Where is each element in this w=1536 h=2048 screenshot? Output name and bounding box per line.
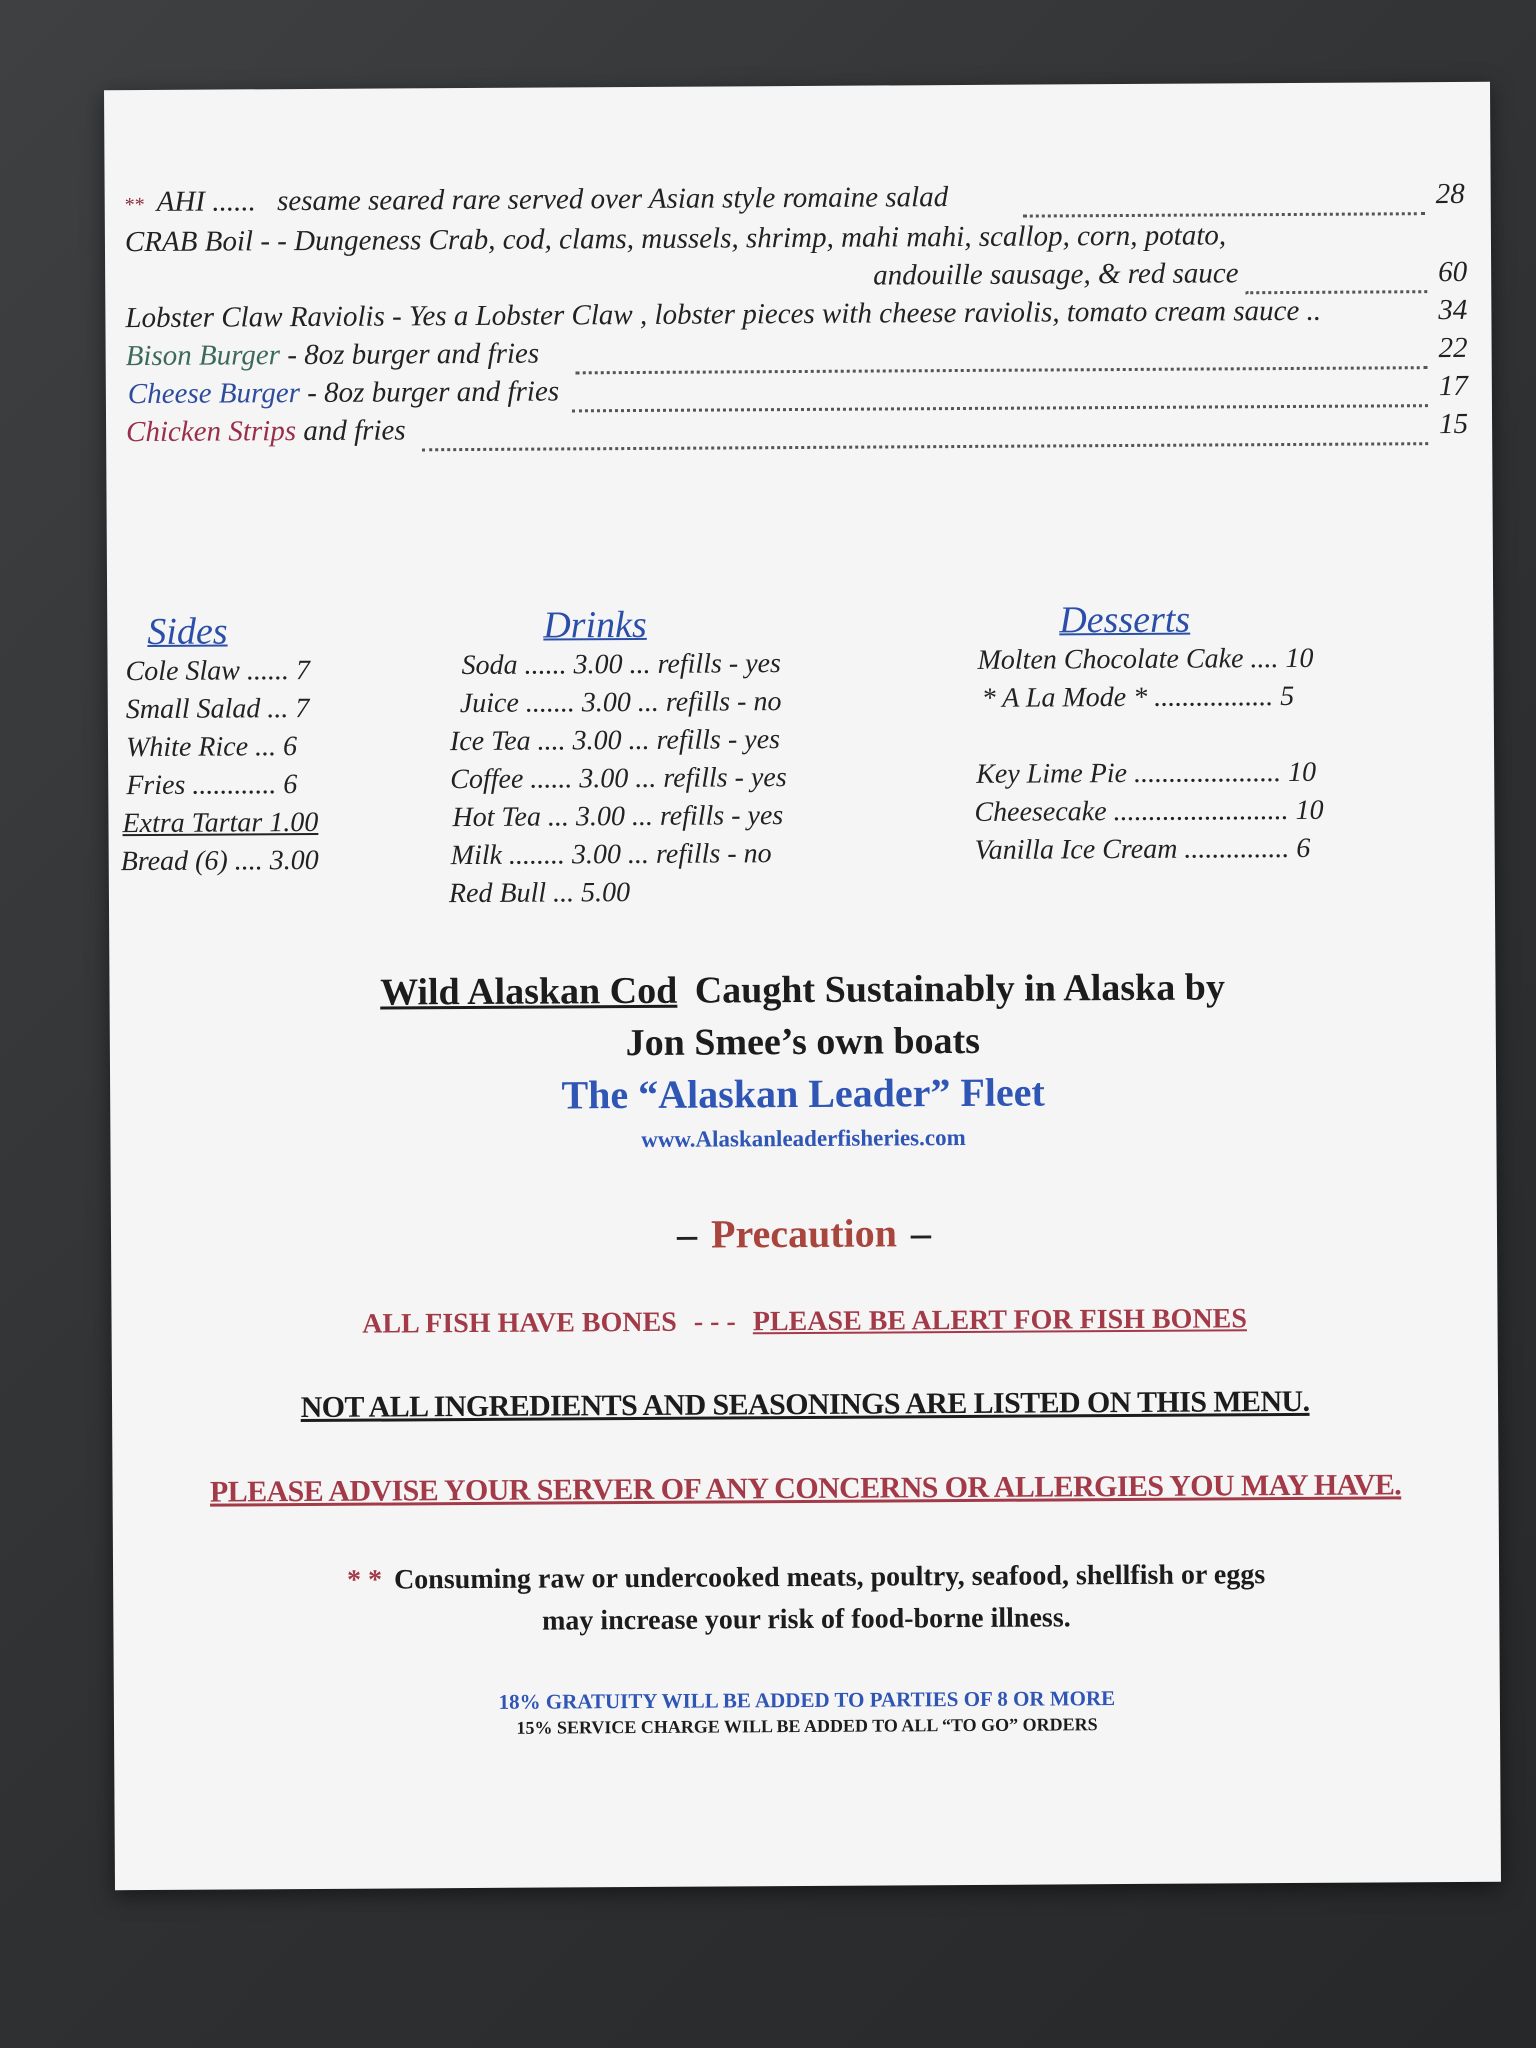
side-item: Cole Slaw ...... 7 bbox=[125, 654, 310, 688]
side-item: Fries ............ 6 bbox=[126, 769, 298, 802]
side-item: White Rice ... 6 bbox=[125, 731, 298, 764]
ingredients-notice: NOT ALL INGREDIENTS AND SEASONINGS ARE LISTED ON THIS MENU. bbox=[300, 1384, 1310, 1425]
precaution-title: Precaution bbox=[710, 1210, 898, 1257]
side-item: Extra Tartar 1.00 bbox=[122, 806, 319, 840]
gratuity-notice: 18% GRATUITY WILL BE ADDED TO PARTIES OF 8 OR MORE bbox=[498, 1686, 1116, 1714]
item-name: Chicken Strips bbox=[126, 415, 297, 449]
star-marker: ** bbox=[124, 193, 145, 217]
item-price: 34 bbox=[1438, 293, 1468, 327]
fish-bones-text: ALL FISH HAVE BONES bbox=[362, 1306, 677, 1340]
item-name: AHI bbox=[156, 185, 206, 218]
drink-item: Soda ...... 3.00 ... refills - yes bbox=[461, 648, 781, 682]
item-description: Lobster Claw Raviolis - Yes a Lobster Claw , lobster pieces with cheese raviolis, tomato cream sauce .. bbox=[125, 294, 1322, 335]
dessert-item: Vanilla Ice Cream ............... 6 bbox=[974, 832, 1311, 866]
consume-line-2: may increase your risk of food-borne illness. bbox=[541, 1602, 1071, 1637]
consume-warning bbox=[113, 1558, 1499, 1598]
item-description: sesame seared rare served over Asian style romaine salad bbox=[276, 181, 949, 218]
cod-statement-underlined: Wild Alaskan Cod bbox=[380, 969, 678, 1014]
item-description: - - Dungeness Crab, cod, clams, mussels, shrimp, mahi mahi, scallop, corn, potato, bbox=[260, 219, 1227, 258]
item-description: andouille sausage, & red sauce bbox=[873, 257, 1239, 292]
item-name: Bison Burger bbox=[125, 339, 281, 373]
fish-bones-separator: - - - bbox=[693, 1306, 736, 1338]
item-description: and fries bbox=[303, 414, 406, 448]
drink-item: Coffee ...... 3.00 ... refills - yes bbox=[450, 762, 787, 796]
drink-item: Red Bull ... 5.00 bbox=[448, 877, 631, 910]
drink-item: Hot Tea ... 3.00 ... refills - yes bbox=[452, 800, 784, 834]
cod-boats-line: Jon Smee’s own boats bbox=[625, 1019, 981, 1065]
sides-column bbox=[113, 609, 319, 884]
dash-left: – bbox=[676, 1211, 698, 1257]
item-price: 22 bbox=[1438, 331, 1468, 365]
dessert-item: Molten Chocolate Cake .... 10 bbox=[977, 642, 1314, 676]
cod-statement-rest: Caught Sustainably in Alaska by bbox=[694, 966, 1226, 1012]
dessert-item: Cheesecake ......................... 10 bbox=[974, 794, 1324, 828]
item-price: 15 bbox=[1438, 407, 1469, 441]
fish-bones-alert: PLEASE BE ALERT FOR FISH BONES bbox=[752, 1303, 1247, 1338]
dessert-item-spacer bbox=[978, 719, 1323, 759]
item-name: Cheese Burger bbox=[127, 377, 301, 411]
drink-item: Juice ....... 3.00 ... refills - no bbox=[459, 686, 782, 720]
consume-line-1: Consuming raw or undercooked meats, poultry, seafood, shellfish or eggs bbox=[393, 1559, 1266, 1596]
drink-item: Milk ........ 3.00 ... refills - no bbox=[450, 838, 772, 872]
item-description: - 8oz burger and fries bbox=[307, 375, 560, 409]
desserts-title: Desserts bbox=[1059, 598, 1191, 642]
drinks-column bbox=[447, 602, 787, 916]
star-marker: * * bbox=[346, 1564, 383, 1596]
allergy-notice: PLEASE ADVISE YOUR SERVER OF ANY CONCERNS OR ALLERGIES YOU MAY HAVE. bbox=[209, 1468, 1402, 1509]
service-charge-notice: 15% SERVICE CHARGE WILL BE ADDED TO ALL “TO GO” ORDERS bbox=[516, 1714, 1098, 1738]
item-price: 60 bbox=[1438, 255, 1468, 289]
item-description: - 8oz burger and fries bbox=[287, 337, 540, 372]
item-name: CRAB Boil bbox=[124, 225, 254, 259]
drinks-title: Drinks bbox=[543, 603, 647, 647]
side-item: Bread (6) .... 3.00 bbox=[120, 844, 319, 878]
fish-bones-warning bbox=[111, 1302, 1497, 1342]
dash-right: – bbox=[910, 1210, 932, 1256]
side-item: Small Salad ... 7 bbox=[125, 692, 310, 726]
fleet-url[interactable]: www.Alaskanleaderfisheries.com bbox=[641, 1124, 966, 1152]
cod-statement bbox=[109, 964, 1495, 1016]
item-price: 28 bbox=[1435, 177, 1465, 211]
menu-page bbox=[104, 82, 1501, 1890]
sides-title: Sides bbox=[147, 610, 228, 653]
dessert-item: Key Lime Pie ..................... 10 bbox=[976, 756, 1317, 790]
dessert-item: * A La Mode * ................. 5 bbox=[981, 680, 1295, 714]
fleet-name: The “Alaskan Leader” Fleet bbox=[561, 1069, 1045, 1118]
precaution-heading bbox=[111, 1206, 1497, 1261]
item-dots: ...... bbox=[212, 185, 256, 218]
menu-item-chicken-strips bbox=[106, 408, 1492, 456]
item-price: 17 bbox=[1438, 369, 1468, 403]
drink-item: Ice Tea .... 3.00 ... refills - yes bbox=[449, 724, 781, 758]
desserts-column bbox=[967, 597, 1324, 873]
